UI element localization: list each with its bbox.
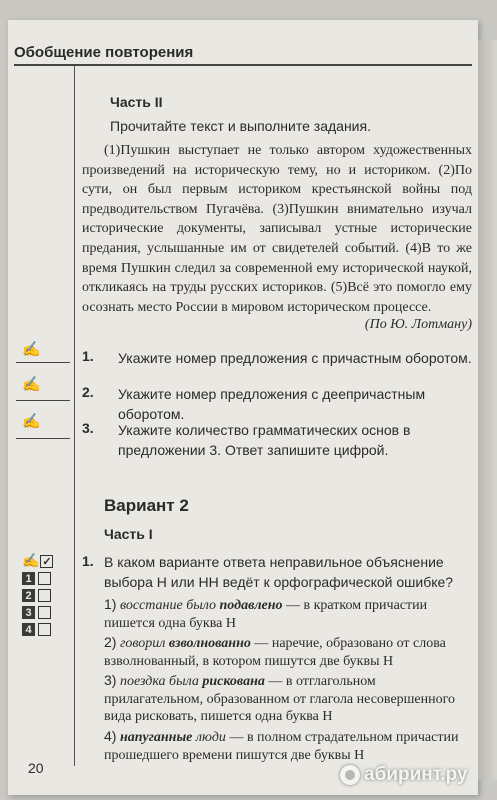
answer-checkbox[interactable] <box>38 572 51 585</box>
answer-grid <box>22 553 56 638</box>
question-text: Укажите номер предложения с причастным оборотом. <box>118 350 472 366</box>
option-keyword: рискована <box>202 674 265 689</box>
option-keyword: подавлено <box>219 598 283 613</box>
question-number: 1. <box>82 553 94 569</box>
answer-line <box>16 438 70 439</box>
answer-option <box>104 596 474 632</box>
question-number: 1. <box>82 348 94 364</box>
option-explanation: — в полном страдательном причастии прошедшего времени пишутся две буквы Н <box>104 730 459 763</box>
pencil-icon: ✍ <box>22 342 41 358</box>
question-text: Укажите количество грамматических основ в предложении 3. Ответ запишите цифрой. <box>118 422 411 458</box>
part2-instruction: Прочитайте текст и выполните задания. <box>110 118 371 134</box>
option-italic: восстание было <box>119 598 217 613</box>
option-number: 4) <box>104 728 117 744</box>
watermark <box>340 764 468 786</box>
option-keyword: напуганные <box>119 730 193 745</box>
option-number-box: 3 <box>22 606 35 619</box>
part2-title: Часть II <box>110 94 163 110</box>
margin-rule <box>74 66 75 766</box>
pencil-icon: ✍ <box>22 377 41 393</box>
option-number-box: 1 <box>22 572 35 585</box>
question-text: Укажите номер предложения с деепричастным оборотом. <box>118 386 426 422</box>
option-italic: говорил <box>119 636 166 651</box>
option-explanation: — наречие, образовано от слова взволнованный, в котором пишутся две буквы Н <box>104 636 446 669</box>
pencil-icon: ✍ <box>22 414 41 430</box>
option-number: 2) <box>104 634 117 650</box>
answer-checkbox[interactable]: ✓ <box>42 556 52 568</box>
header-rule <box>14 64 472 66</box>
labyrinth-logo-icon <box>340 765 360 785</box>
question-text: В каком варианте ответа неправильное объяснение выбора Н или НН ведёт к орфографической ошибке? <box>104 554 454 590</box>
page-number: 20 <box>28 760 44 776</box>
option-number: 3) <box>104 672 117 688</box>
option-italic: люди <box>192 730 226 745</box>
next-page-edge <box>478 40 497 780</box>
option-number-box: 2 <box>22 589 35 602</box>
reading-text: (1)Пушкин выступает не только автором художественных произведений на историческую тему, но и историком. (2)По сути, он был первым историком крестьянской войны под предводительством Пугачёва. (3)Пушкин внимательно изучал исторические документы, записывал устные исторические предания, услышанные им от свидетелей событий. (4)В то же время Пушкин следил за современной ему исторической наукой, откликаясь на труды русских историков. (5)Всё это помогло ему осознать место России в мировом историческом процессе. <box>82 143 472 315</box>
answer-line <box>16 362 70 363</box>
answer-option <box>104 634 474 670</box>
answer-line <box>16 400 70 401</box>
part1-title: Часть I <box>104 526 153 542</box>
answer-checkbox[interactable] <box>38 623 51 636</box>
variant-title: Вариант 2 <box>104 496 189 515</box>
pencil-icon: ✍ <box>22 554 40 569</box>
option-explanation: — в отглагольном прилагательном, образованном от глагола несовершенного вида рисковать, пишется одна буква Н <box>104 674 456 724</box>
answer-checkbox[interactable] <box>38 606 51 619</box>
answer-checkbox[interactable] <box>38 589 51 602</box>
answer-option <box>104 728 474 764</box>
option-number: 1) <box>104 596 117 612</box>
watermark-text: абиринт.ру <box>364 764 468 785</box>
option-number-box: 4 <box>22 623 35 636</box>
text-author: (По Ю. Лотману) <box>364 317 472 332</box>
option-explanation: — в кратком причастии пишется одна буква Н <box>104 598 428 631</box>
answer-option <box>104 672 474 726</box>
option-keyword: взволнованно <box>168 636 251 651</box>
running-header: Обобщение повторения <box>14 44 194 61</box>
question-number: 3. <box>82 420 94 436</box>
question-number: 2. <box>82 384 94 400</box>
option-italic: поездка была <box>119 674 199 689</box>
